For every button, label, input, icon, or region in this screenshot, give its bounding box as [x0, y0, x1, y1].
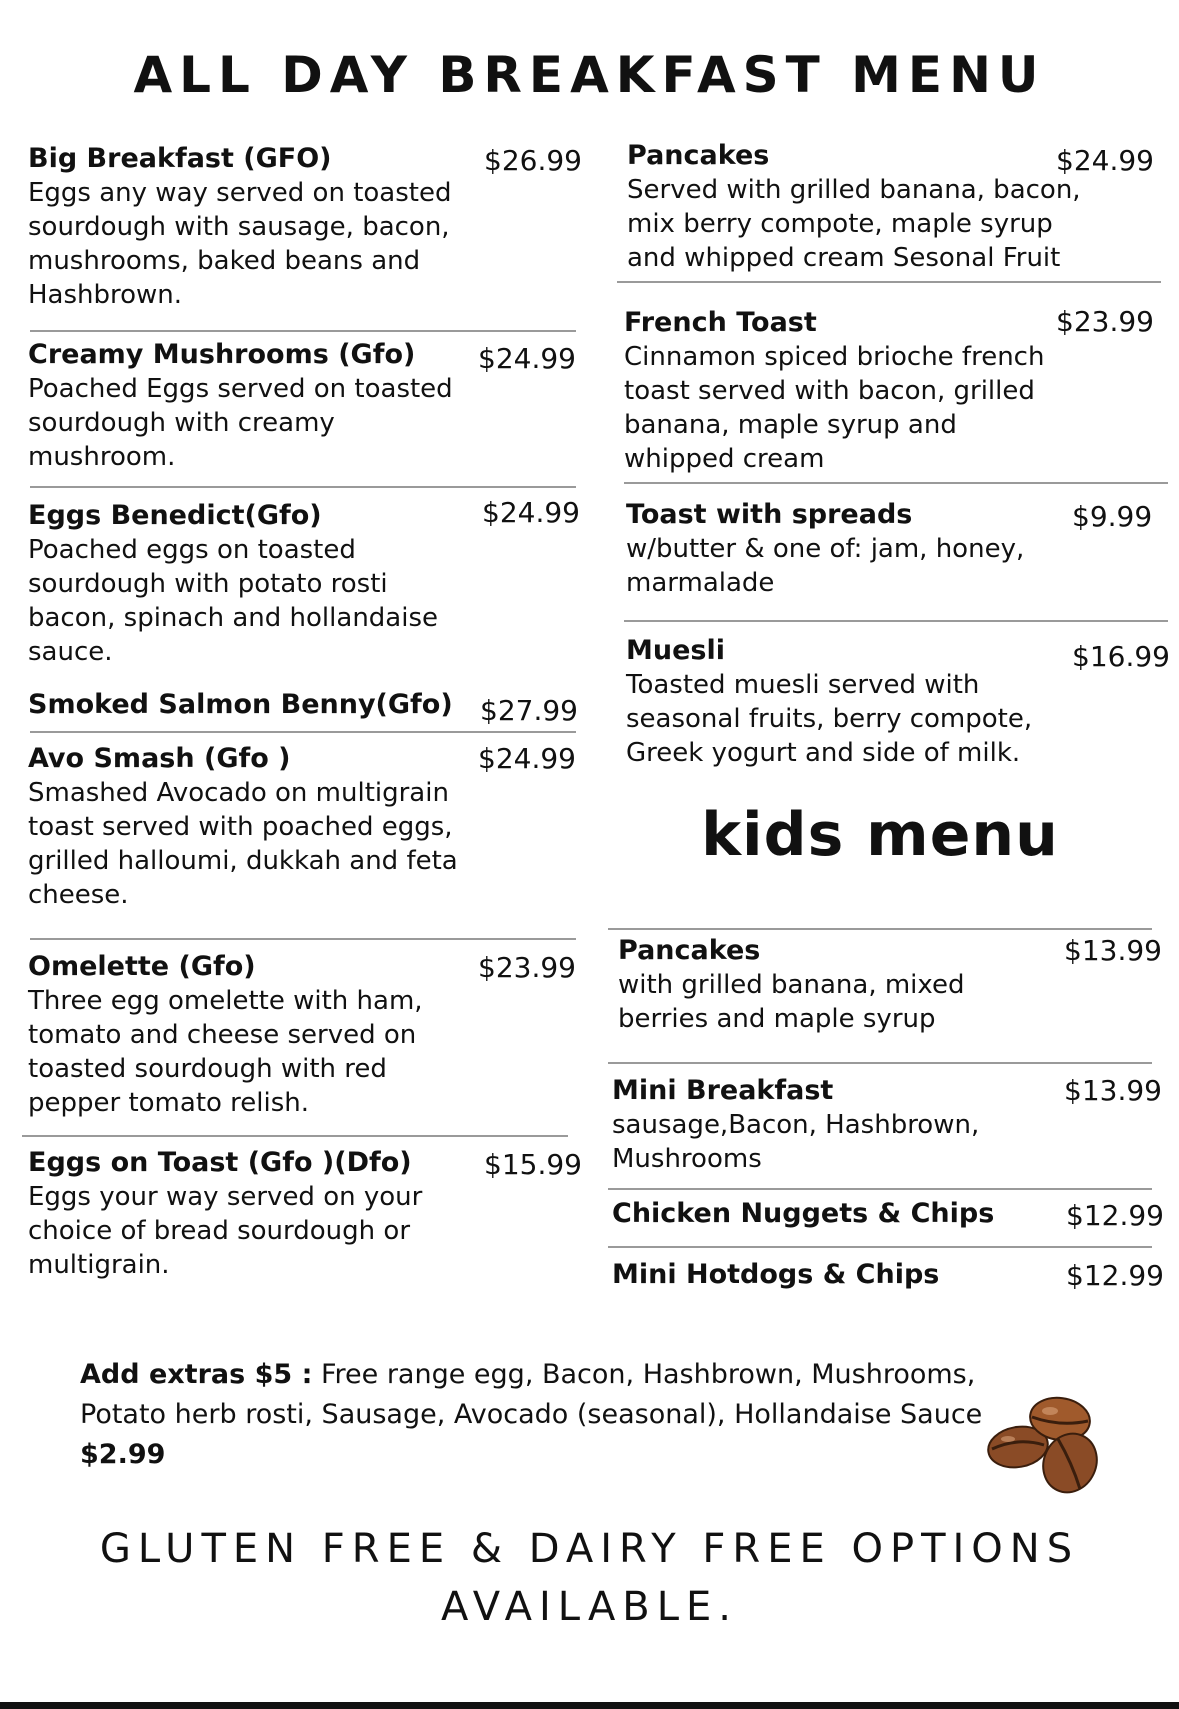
menu-item-french-toast	[624, 306, 1064, 476]
menu-item-pancakes	[627, 139, 1097, 275]
item-name: Toast with spreads	[626, 499, 913, 530]
menu-item-muesli	[626, 634, 1066, 770]
item-price: $15.99	[484, 1148, 582, 1181]
divider	[624, 620, 1168, 622]
divider	[624, 482, 1168, 484]
item-price: $12.99	[1066, 1259, 1164, 1292]
coffee-beans-icon	[970, 1385, 1110, 1504]
divider	[30, 731, 576, 733]
item-price: $13.99	[1064, 1074, 1162, 1107]
item-price: $12.99	[1066, 1199, 1164, 1232]
item-name: Pancakes	[627, 140, 770, 171]
item-name: Chicken Nuggets & Chips	[612, 1198, 995, 1229]
divider	[617, 281, 1161, 283]
bottom-border	[0, 1702, 1179, 1709]
divider	[30, 486, 576, 488]
item-name: Mini Hotdogs & Chips	[612, 1259, 940, 1290]
item-name: Muesli	[626, 635, 725, 666]
item-name: Creamy Mushrooms (Gfo)	[28, 339, 416, 370]
item-price: $23.99	[478, 951, 576, 984]
item-name: Smoked Salmon Benny(Gfo)	[28, 689, 453, 720]
item-description: Smashed Avocado on multigrain toast served with poached eggs, grilled halloumi, dukkah and feta cheese.	[28, 778, 458, 910]
divider	[608, 1188, 1152, 1190]
extras-label: Add extras $5 :	[80, 1359, 313, 1390]
item-price: $23.99	[1056, 305, 1154, 338]
item-price: $24.99	[482, 496, 580, 529]
item-price: $13.99	[1064, 934, 1162, 967]
kids-item-mini-breakfast	[612, 1074, 1032, 1176]
item-description: w/butter & one of: jam, honey, marmalade	[626, 534, 1025, 598]
item-name: French Toast	[624, 307, 817, 338]
item-description: Poached eggs on toasted sourdough with potato rosti bacon, spinach and hollandaise sauce.	[28, 535, 438, 667]
dietary-note: GLUTEN FREE & DAIRY FREE OPTIONS AVAILABLE.	[99, 1526, 1080, 1630]
divider	[608, 1246, 1152, 1248]
item-description: Cinnamon spiced brioche french toast served with bacon, grilled banana, maple syrup and whipped cream	[624, 342, 1045, 474]
divider	[30, 330, 576, 332]
item-description: Three egg omelette with ham, tomato and cheese served on toasted sourdough with red pepper tomato relish.	[28, 986, 423, 1118]
item-name: Eggs Benedict(Gfo)	[28, 500, 322, 531]
item-price: $26.99	[484, 144, 582, 177]
item-description: sausage,Bacon, Hashbrown, Mushrooms	[612, 1110, 980, 1174]
menu-item-avo-smash	[28, 742, 488, 912]
item-description: Toasted muesli served with seasonal fruits, berry compote, Greek yogurt and side of milk.	[626, 670, 1033, 768]
item-description: Served with grilled banana, bacon, mix berry compote, maple syrup and whipped cream Sesonal Fruit	[627, 175, 1081, 273]
item-price: $24.99	[478, 342, 576, 375]
item-description: Poached Eggs served on toasted sourdough with creamy mushroom.	[28, 374, 453, 472]
item-name: Mini Breakfast	[612, 1075, 834, 1106]
item-name: Avo Smash (Gfo )	[28, 743, 291, 774]
kids-menu-title: kids menu	[701, 800, 1059, 870]
item-price: $27.99	[480, 694, 578, 727]
divider	[22, 1135, 568, 1137]
item-price: $24.99	[1056, 144, 1154, 177]
item-name: Omelette (Gfo)	[28, 951, 256, 982]
kids-item-mini-hotdogs	[612, 1258, 1052, 1291]
item-name: Pancakes	[618, 935, 761, 966]
menu-item-omelette	[28, 950, 478, 1120]
kids-item-chicken-nuggets	[612, 1197, 1052, 1230]
item-name: Eggs on Toast (Gfo )(Dfo)	[28, 1147, 412, 1178]
divider	[608, 928, 1152, 930]
menu-item-eggs-on-toast	[28, 1146, 468, 1282]
item-description: Eggs any way served on toasted sourdough with sausage, bacon, mushrooms, baked beans and Hashbrown.	[28, 178, 452, 310]
menu-title: ALL DAY BREAKFAST MENU	[133, 46, 1046, 104]
item-name: Big Breakfast (GFO)	[28, 143, 332, 174]
menu-item-creamy-mushrooms	[28, 338, 486, 474]
item-description: with grilled banana, mixed berries and maple syrup	[618, 970, 965, 1034]
divider	[30, 938, 576, 940]
divider	[608, 1062, 1152, 1064]
item-price: $16.99	[1072, 640, 1170, 673]
kids-item-pancakes	[618, 934, 1038, 1036]
menu-item-toast-with-spreads	[626, 498, 1056, 600]
item-description: Eggs your way served on your choice of bread sourdough or multigrain.	[28, 1182, 423, 1280]
extras-text: Free range egg, Bacon, Hashbrown, Mushrooms, Potato herb rosti, Sausage, Avocado (seasonal), Hollandaise Sauce	[80, 1359, 983, 1430]
item-price: $24.99	[478, 742, 576, 775]
extras-note	[80, 1355, 1010, 1475]
extras-sauce-price: $2.99	[80, 1439, 166, 1470]
menu-item-eggs-benedict	[28, 499, 478, 669]
menu-item-smoked-salmon-benny	[28, 688, 478, 721]
item-price: $9.99	[1072, 500, 1153, 533]
menu-item-big-breakfast	[28, 142, 478, 312]
